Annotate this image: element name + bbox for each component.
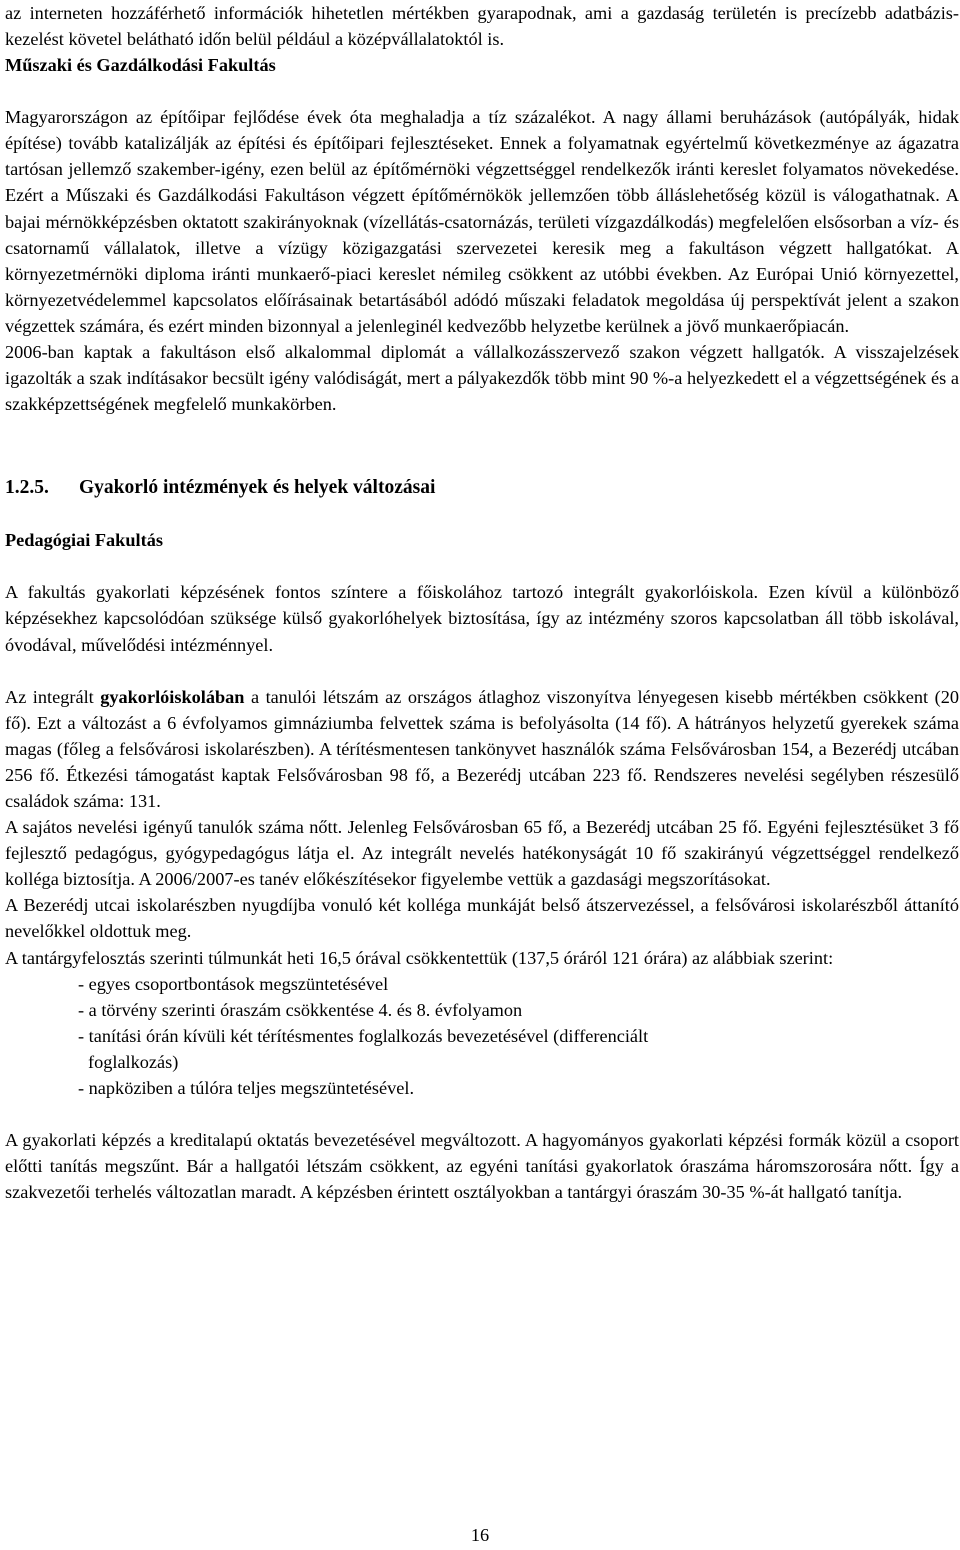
section-heading (5, 475, 959, 501)
list-item: - a törvény szerinti óraszám csökkentése 4. és 8. évfolyamon (78, 999, 523, 1020)
pedagogiai-paragraph-3: A sajátos nevelési igényű tanulók száma nőtt. Jelenleg Felsővárosban 65 fő, a Bezerédj utcában 25 fő. Egyéni fejlesztésüket 3 fő fejlesztő pedagógus, gyógypedagógus látja el. Az integrált nevelés hatékonyságát 10 fő szakirányú végzettséggel rendelkező kolléga biztosítja. A 2006/2007-es tanév előkészítésekor figyelembe vettük a gazdasági megszorításokat. (5, 817, 959, 890)
list-item: - napköziben a túlóra teljes megszüntetésével. (78, 1078, 415, 1098)
spacer (5, 553, 959, 579)
pedagogiai-paragraph-6: A gyakorlati képzés a kreditalapú oktatás bevezetésével megváltozott. A hagyományos gyakorlati képzési formák közül a csoport előtti tanítás megszűnt. Bár a hallgatói létszám csökkent, az egyéni tanítási gyakorlatok óraszáma háromszorosára nőtt. Így a szakvezetői terhelés változatlan maradt. A képzésben érintett osztályokban a tantárgyi óraszám 30-35 %-át hallgató tanítja. (5, 1130, 959, 1203)
text-run: Az integrált (5, 686, 101, 707)
spacer (5, 1101, 959, 1127)
pedagogiai-paragraph-1: A fakultás gyakorlati képzésének fontos színtere a főiskolához tartozó integrált gyakorlóiskola. Ezen kívül a különböző képzésekhez kapcsolódóan szüksége külső gyakorlóhelyek biztosítása, így az intézmény szoros kapcsolatban áll több iskolával, óvodával, művelődési intézménnyel. (5, 582, 959, 655)
document-page (5, 0, 959, 1205)
muszaki-paragraph-2: 2006-ban kaptak a fakultáson első alkalommal diplomát a vállalkozásszervező szakon végzett hallgatók. A visszajelzések igazolták a szak indításakor becsült igény valódiságát, mert a pályakezdők több mint 90 %-a helyezkedett el a végzettségének és a szakképzettségének megfelelő munkakörben. (5, 342, 959, 415)
page-number: 16 (470, 1525, 490, 1545)
list-item: - tanítási órán kívüli két térítésmentes foglalkozás bevezetésével (differenciált (78, 1025, 649, 1046)
spacer (5, 501, 959, 527)
muszaki-paragraph-1: Magyarországon az építőipar fejlődése évek óta meghaladja a tíz százalékot. A nagy állami beruházások (autópályák, hidak építése) tovább katalizálják az építési és építőipari fejlesztéseket. Ennek a folyamatnak egyértelmű következménye az ágazatra tartósan jellemző szakember-igény, ezen belül az építőmérnöki végzettséggel rendelkezők iránti kereslet folyamatos növekedése. Ezért a Műszaki és Gazdálkodási Fakultáson végzett építőmérnökök jellemzően több álláslehetőség közül is válogathatnak. A bajai mérnökképzésben oktatott szakirányoknak (vízellátás-csatornázás, területi vízgazdálkodás) megfelelően elsősorban a víz- és csatornamű vállalatok, illetve a vízügy közigazgatási szervezetei keresik meg a fakultáson végzett hallgatókat. A környezetmérnöki diploma iránti munkaerő-piaci kereslet némileg csökkent az utóbbi években. Az Európai Unió környezettel, környezetvédelemmel kapcsolatos előírásainak betartásából adódó műszaki feladatok megoldása új perspektívát jelent a szakon végzettek számára, és ezért minden bizonnyal a jelenleginél kedvezőbb helyzetbe kerülnek a jövő munkaerőpiacán. (5, 107, 959, 336)
measures-list (5, 971, 959, 1101)
pedagogiai-paragraph-5: A tantárgyfelosztás szerinti túlmunkát heti 16,5 órával csökkentettük (137,5 óráról 121 órára) az alábbiak szerint: (5, 947, 834, 968)
muszaki-faculty-heading: Műszaki és Gazdálkodási Fakultás (5, 55, 276, 76)
text-run: a tanulói létszám az országos átlaghoz viszonyítva lényegesen kisebb mértékben csökkent (20 fő). Ezt a változást a 6 évfolyamos gimnáziumba felvettek száma is befolyásolta (14 fő). A hátrányos helyzetű gyerekek száma magas (főleg a felsővárosi iskolarészben). A térítésmentesen tankönyvet használók száma Felsővárosban 154, a Bezerédj utcában 256 fő. Étkezési támogatást kaptak Felsővárosban 98 fő, a Bezerédj utcában 223 fő. Rendszeres nevelési segélyben részesülő családok száma: 131. (5, 686, 959, 811)
intro-continuation-paragraph: az interneten hozzáférhető információk hihetetlen mértékben gyarapodnak, ami a gazdaság területén is precízebb adatbázis-kezelést követel belátható időn belül például a középvállalatoktól is. (5, 3, 959, 50)
pedagogiai-faculty-heading: Pedagógiai Fakultás (5, 530, 163, 551)
section-number: 1.2.5. (5, 477, 49, 499)
bold-term: gyakorlóiskolában (100, 686, 245, 707)
section-title: Gyakorló intézmények és helyek változásai (79, 477, 436, 499)
spacer (5, 78, 959, 104)
spacer (5, 417, 959, 475)
pedagogiai-paragraph-2 (5, 684, 959, 814)
list-item: - egyes csoportbontások megszüntetésével (78, 973, 389, 994)
spacer (5, 658, 959, 684)
list-item-continuation: foglalkozás) (88, 1051, 179, 1072)
pedagogiai-paragraph-4: A Bezerédj utcai iskolarészben nyugdíjba vonuló két kolléga munkáját belső átszervezéssel, a felsővárosi iskolarészből áttanító nevelőkkel oldottuk meg. (5, 895, 959, 942)
